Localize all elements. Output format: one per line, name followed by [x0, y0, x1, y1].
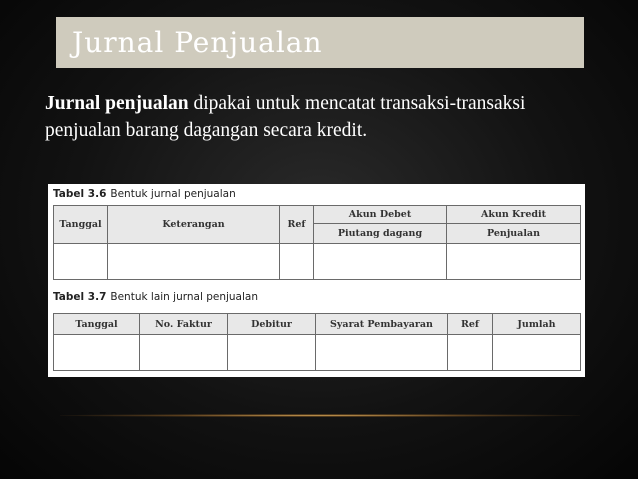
table-cell: [316, 335, 448, 371]
table-cell: [54, 335, 140, 371]
table-row: [54, 335, 581, 371]
header-syarat-pembayaran: Syarat Pembayaran: [316, 314, 448, 335]
header-penjualan: Penjualan: [447, 224, 581, 244]
header-debitur: Debitur: [228, 314, 316, 335]
header-keterangan: Keterangan: [108, 206, 280, 244]
table2-caption-text: Bentuk lain jurnal penjualan: [110, 291, 259, 303]
table-cell: [140, 335, 228, 371]
table-cell: [447, 244, 581, 280]
header-no-faktur: No. Faktur: [140, 314, 228, 335]
table-cell: [228, 335, 316, 371]
header-piutang-dagang: Piutang dagang: [314, 224, 447, 244]
table1-caption-text: Bentuk jurnal penjualan: [110, 188, 236, 200]
header-jumlah: Jumlah: [493, 314, 581, 335]
table-cell: [493, 335, 581, 371]
table-row: [54, 244, 581, 280]
header-akun-debet: Akun Debet: [314, 206, 447, 224]
table-cell: [54, 244, 108, 280]
alt-sales-journal-table: [53, 313, 581, 371]
header-ref: Ref: [448, 314, 493, 335]
header-akun-kredit: Akun Kredit: [447, 206, 581, 224]
intro-bold-term: Jurnal penjualan: [45, 93, 189, 114]
title-bar: [56, 17, 584, 68]
table2-caption: [53, 291, 258, 303]
intro-paragraph: [45, 90, 605, 144]
table-image: [48, 184, 585, 377]
table2-caption-number: Tabel 3.7: [53, 291, 107, 303]
table1-caption-number: Tabel 3.6: [53, 188, 107, 200]
table-cell: [280, 244, 314, 280]
table-cell: [314, 244, 447, 280]
table1-caption: [53, 188, 236, 200]
table-cell: [108, 244, 280, 280]
decorative-divider: [60, 414, 580, 417]
slide-title: Jurnal Penjualan: [72, 25, 323, 59]
table-cell: [448, 335, 493, 371]
sales-journal-table: [53, 205, 581, 280]
header-ref: Ref: [280, 206, 314, 244]
header-tanggal: Tanggal: [54, 314, 140, 335]
intro-text: dipakai untuk mencatat transaksi-transaksi penjualan barang dagangan secara kredit.: [45, 93, 526, 141]
header-tanggal: Tanggal: [54, 206, 108, 244]
